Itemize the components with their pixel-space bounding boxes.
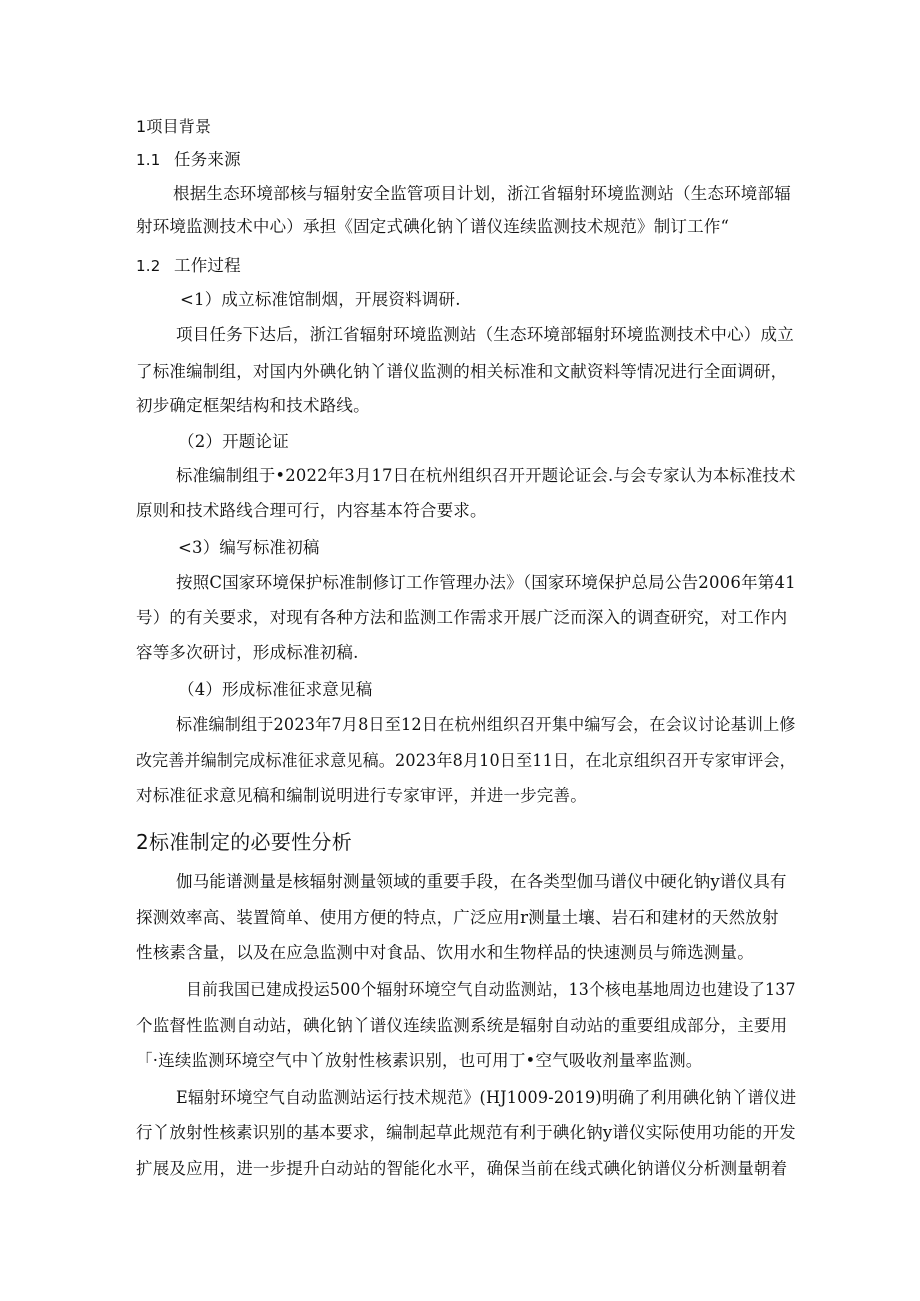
paragraph-line: 射环境监测技术中心）承担《固定式碘化钠丫谱仪连续监测技术规范》制订工作“ xyxy=(136,217,730,236)
heading-task-source xyxy=(136,148,241,172)
paragraph-line: 探测效率高、装置简单、使用方便的特点，广泛应用r测量土壤、岩石和建材的天然放射 xyxy=(136,908,779,927)
paragraph-line: 「·连续监测环境空气中丫放射性核素识别，也可用丁•空气吸收剂量率监测。 xyxy=(136,1051,703,1070)
list-item: <3）编写标准初稿 xyxy=(178,538,320,557)
paragraph-line: 根据生态环境部核与辐射安全监管项目计划，浙江省辐射环境监测站（生态环境部辐 xyxy=(173,184,791,203)
list-item: （2）开题论证 xyxy=(178,432,289,451)
heading-number: 1.1 xyxy=(136,151,161,169)
paragraph-line: 号）的有关要求，对现有各种方法和监测工作需求开展广泛而深入的调查研究，对工作内 xyxy=(136,608,788,627)
paragraph-line: 扩展及应用，进一步提升白动站的智能化水平，确保当前在线式碘化钠谱仪分析测量朝着 xyxy=(136,1159,788,1178)
paragraph-line: 了标准编制组，对国内外碘化钠丫谱仪监测的相关标准和文献资料等情况进行全面调研， xyxy=(136,362,788,381)
paragraph-line: 个监督性监测自动站，碘化钠丫谱仪连续监测系统是辐射自动站的重要组成部分，主要用 xyxy=(136,1016,788,1035)
paragraph-line: 原则和技术路线合理可行，内容基本符合要求。 xyxy=(136,501,487,520)
paragraph-line: 伽马能谱测量是核辐射测量领域的重要手段，在各类型伽马谱仪中硬化钠y谱仪具有 xyxy=(176,872,787,891)
heading-number: 1.2 xyxy=(136,257,161,275)
paragraph-line: 行丫放射性核素识别的基本要求，编制起草此规范有利于碘化钠y谱仪实际使用功能的开发 xyxy=(136,1123,796,1142)
heading-project-background: 1项目背景 xyxy=(136,117,212,136)
heading-text: 任务来源 xyxy=(174,150,241,169)
heading-necessity-analysis: 2标准制定的必要性分析 xyxy=(136,830,353,854)
paragraph-line: 容等多次研讨，形成标准初稿. xyxy=(136,643,359,662)
paragraph-line: 改完善并编制完成标准征求意见稿。2023年8月10日至11日，在北京组织召开专家审评会， xyxy=(136,751,796,770)
paragraph-line: 标准编制组于•2022年3月17日在杭州组织召开开题论证会.与会专家认为本标准技术 xyxy=(176,466,796,485)
paragraph-line: 性核素含量，以及在应急监测中对食品、饮用水和生物样品的快速测员与筛选测量。 xyxy=(136,943,754,962)
paragraph-line: 标准编制组于2023年7月8日至12日在杭州组织召开集中编写会，在会议讨论基训上修 xyxy=(176,715,796,734)
heading-text: 工作过程 xyxy=(174,256,241,275)
paragraph-line: 目前我国已建成投运500个辐射环境空气自动监测站，13个核电基地周边也建设了137 xyxy=(186,980,796,999)
paragraph-line: 初步确定框架结构和技术路线。 xyxy=(136,396,370,415)
paragraph-line: 项目任务下达后，浙江省辐射环境监测站（生态环境部辐射环境监测技术中心）成立 xyxy=(176,325,794,344)
list-item: （4）形成标准征求意见稿 xyxy=(178,680,373,699)
paragraph-line: 按照C国家环境保护标准制修订工作管理办法》（国家环境保护总局公告2006年第41 xyxy=(176,573,796,592)
list-item: <1）成立标准馆制烟，开展资料调研. xyxy=(180,290,461,309)
heading-work-process xyxy=(136,254,241,278)
paragraph-line: 对标准征求意见稿和编制说明进行专家审评，并进一步完善。 xyxy=(136,786,587,805)
paragraph-line: E辐射环境空气自动监测站运行技术规范》(HJ1009-2019)明确了利用碘化钠丫谱仪进 xyxy=(176,1088,797,1107)
